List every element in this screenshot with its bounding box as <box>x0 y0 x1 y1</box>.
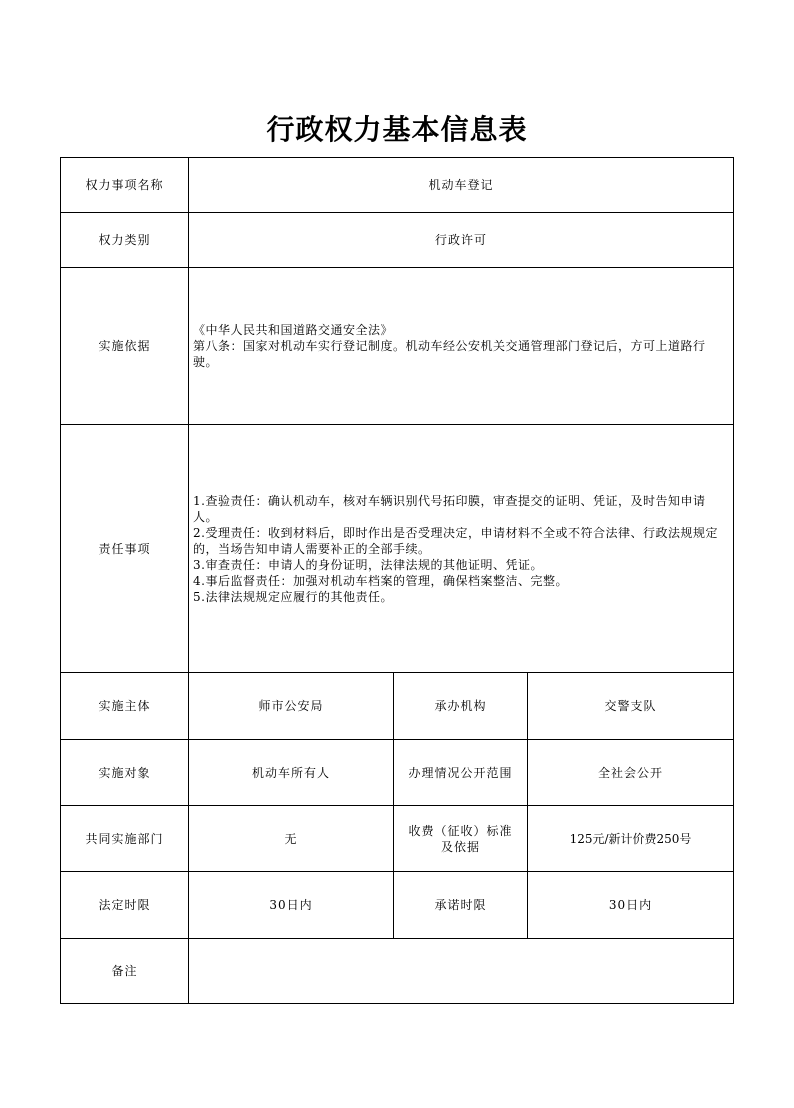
fee-value: 125元/新计价费250号 <box>527 805 734 872</box>
basis-line: 《中华人民共和国道路交通安全法》 <box>193 323 394 337</box>
legal-time-label: 法定时限 <box>60 871 189 939</box>
scope-value: 全社会公开 <box>527 739 734 806</box>
name-value: 机动车登记 <box>188 157 734 213</box>
promise-time-label: 承诺时限 <box>393 871 528 939</box>
duty-line: 5.法律法规规定应履行的其他责任。 <box>193 589 393 604</box>
duty-line: 3.审查责任：申请人的身份证明，法律法规的其他证明、凭证。 <box>193 557 543 572</box>
joint-value: 无 <box>188 805 394 872</box>
joint-label: 共同实施部门 <box>60 805 189 872</box>
agency-value: 交警支队 <box>527 672 734 740</box>
scope-label: 办理情况公开范围 <box>393 739 528 806</box>
subject-label: 实施主体 <box>60 672 189 740</box>
duty-line: 4.事后监督责任：加强对机动车档案的管理，确保档案整洁、完整。 <box>193 573 568 588</box>
basis-value <box>188 267 734 425</box>
target-value: 机动车所有人 <box>188 739 394 806</box>
duty-line: 2.受理责任：收到材料后，即时作出是否受理决定，申请材料不全或不符合法律、行政法规规定的，当场告知申请人需要补正的全部手续。 <box>193 525 718 556</box>
page-title: 行政权力基本信息表 <box>266 113 528 146</box>
duty-label: 责任事项 <box>60 424 189 673</box>
category-label: 权力类别 <box>60 212 189 268</box>
target-label: 实施对象 <box>60 739 189 806</box>
subject-value: 师市公安局 <box>188 672 394 740</box>
category-value: 行政许可 <box>188 212 734 268</box>
duty-line: 1.查验责任：确认机动车，核对车辆识别代号拓印膜，审查提交的证明、凭证，及时告知申请人。 <box>193 493 706 524</box>
remark-value <box>188 938 734 1004</box>
duty-value <box>188 424 734 673</box>
remark-label: 备注 <box>60 938 189 1004</box>
legal-time-value: 30日内 <box>188 871 394 939</box>
fee-label: 收费（征收）标准及依据 <box>393 805 528 872</box>
promise-time-value: 30日内 <box>527 871 734 939</box>
basis-label: 实施依据 <box>60 267 189 425</box>
basis-line: 第八条：国家对机动车实行登记制度。机动车经公安机关交通管理部门登记后，方可上道路行驶。 <box>193 339 706 369</box>
agency-label: 承办机构 <box>393 672 528 740</box>
name-label: 权力事项名称 <box>60 157 189 213</box>
